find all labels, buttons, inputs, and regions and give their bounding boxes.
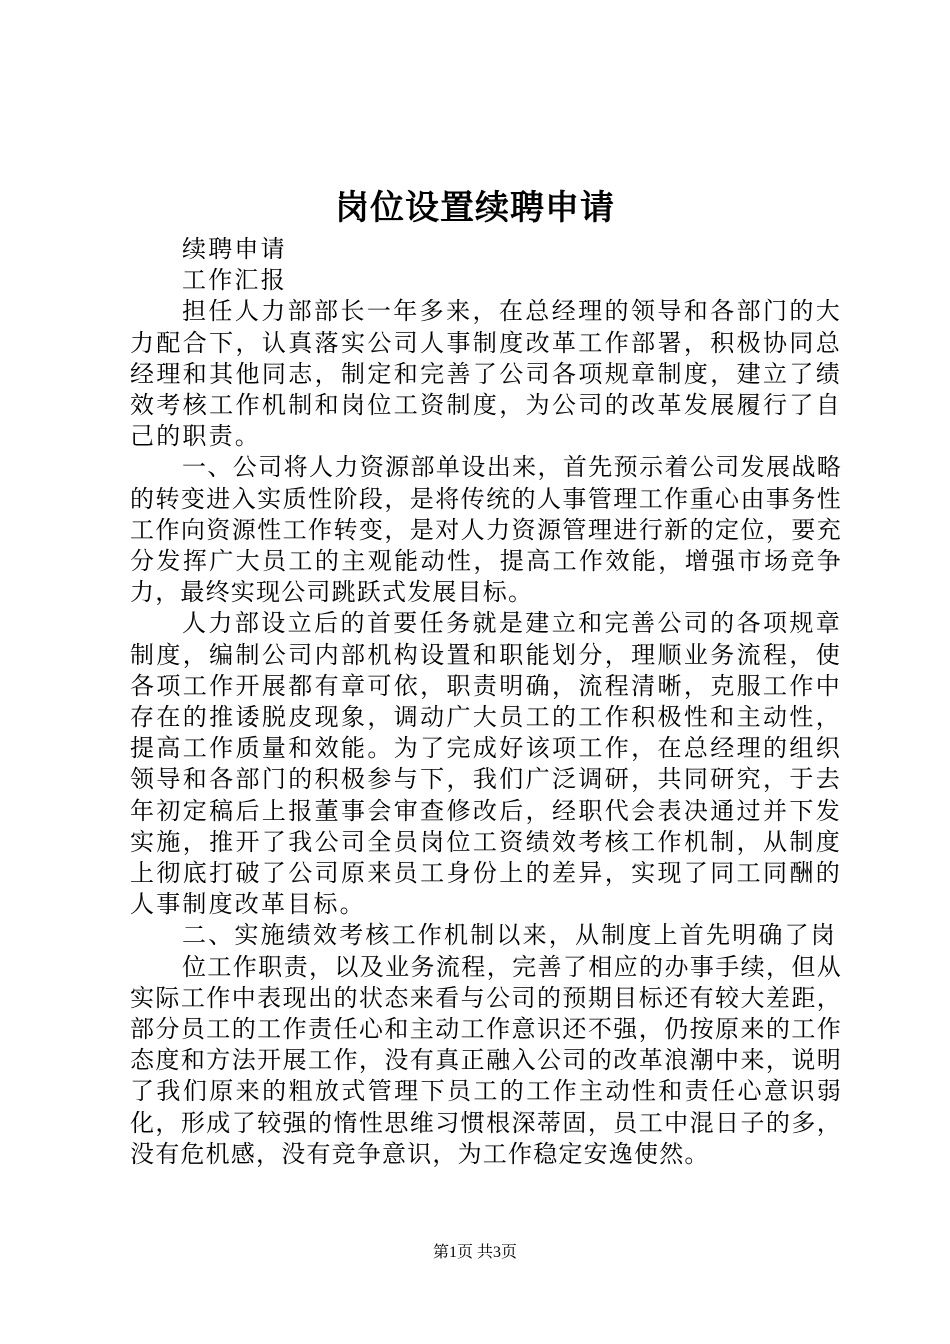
document-body (130, 234, 842, 1170)
paragraph-heading-renewal: 续聘申请 (182, 235, 287, 263)
paragraph-intro: 担任人力部部长一年多来，在总经理的领导和各部门的大力配合下，认真落实公司人事制度改革工作部署，积极协同总经理和其他同志，制定和完善了公司各项规章制度，建立了绩效考核工作机制和岗位工资制度，为公司的改革发展履行了自己的职责。 (130, 297, 842, 451)
page-number-footer: 第1页 共3页 (432, 1244, 517, 1261)
paragraph-rules-setup: 人力部设立后的首要任务就是建立和完善公司的各项规章制度，编制公司内部机构设置和职能划分，理顺业务流程，使各项工作开展都有章可依，职责明确，流程清晰，克服工作中存在的推诿脱皮现象，调动广大员工的工作积极性和主动性，提高工作质量和效能。为了完成好该项工作，在总经理的组织领导和各部门的积极参与下，我们广泛调研，共同研究，于去年初定稿后上报董事会审查修改后，经职代会表决通过并下发实施，推开了我公司全员岗位工资绩效考核工作机制，从制度上彻底打破了公司原来员工身份上的差异，实现了同工同酬的人事制度改革目标。 (130, 609, 842, 919)
paragraph-section-two-body: 位工作职责，以及业务流程，完善了相应的办事手续，但从实际工作中表现出的状态来看与公司的预期目标还有较大差距，部分员工的工作责任心和主动工作意识还不强，仍按原来的工作态度和方法开展工作，没有真正融入公司的改革浪潮中来，说明了我们原来的粗放式管理下员工的工作主动性和责任心意识弱化，形成了较强的惰性思维习惯根深蒂固，员工中混日子的多，没有危机感，没有竞争意识，为工作稳定安逸使然。 (130, 952, 842, 1168)
document-title: 岗位设置续聘申请 (335, 188, 615, 228)
paragraph-section-two-heading: 二、实施绩效考核工作机制以来，从制度上首先明确了岗 (182, 921, 837, 950)
paragraph-section-one: 一、公司将人力资源部单设出来，首先预示着公司发展战略的转变进入实质性阶段，是将传统的人事管理工作重心由事务性工作向资源性工作转变，是对人力资源管理进行新的定位，要充分发挥广大员工的主观能动性，提高工作效能，增强市场竞争力，最终实现公司跳跃式发展目标。 (130, 453, 842, 607)
paragraph-heading-report: 工作汇报 (182, 266, 287, 295)
